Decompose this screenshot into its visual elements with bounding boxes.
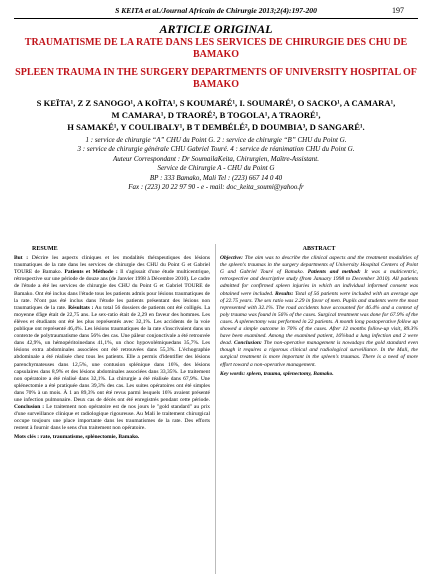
- affiliation-line: 1 : service de chirurgie “A” CHU du Point G. 2 : service de chirurgie “B” CHU du Point G.: [85, 136, 347, 144]
- article-type: ARTICLE ORIGINAL: [159, 22, 273, 36]
- title-french: TRAUMATISME DE LA RATE DANS LES SERVICES DE CHIRURGIE DES CHU DE BAMAKO: [24, 37, 408, 60]
- abstract-heading: ABSTRACT: [302, 246, 336, 252]
- resume-column: [14, 246, 210, 442]
- abstract-keywords-label: Key words:: [220, 370, 246, 377]
- abstract-objective-label: Objective:: [220, 255, 243, 262]
- resume-results: Au total 56 dossiers de patients ont été colligés. La moyenne d'âge était de 22,75 ans. Le sex-ratio était de 2,29 en faveur des hommes. Les élèves et étudiants ont été les plus représentés avec 32,1%. Les accidents de la voie publique ont représenté 46,4%. Les lésions traumatiques de la rate s'inscrivaient dans un contexte de polytraumatisme dans 56% des cas. Une pâleur conjonctivale a été retrouvée dans 42,9%, un hémopéritoinedans 41,1%, un choc hypovolémiquedans 35,7%. Les lésions extra abdominales associées ont été retrouvées dans 55,3%. L'échographie abdominale a été réalisée chez tous les patients. Elle a permis d'identifier des lésions parenchymateuses dans 12,5%, une contusion splénique dans 16%, des lésions capsulaires dans 8,9% et des lésions abdominales associées dans 33,35%. Le traitement non opératoire a été réalisé dans 32,1%. La chirurgie a été réalisée dans 67,9%. Une splénectomie a été pratiquée dans 39,3% des cas. Les suites opératoires ont été simples dans 70% à un mois. À 1 an 89,3% ont été revus parmi lesquels 16% avaient présenté une infection pulmonaire. Deux cas de décès ont été enregistrés pendant cette période.: [14, 304, 211, 403]
- resume-keywords-label: Mots clés :: [14, 434, 40, 441]
- authors: [14, 97, 418, 133]
- resume-conclusion-label: Conclusion :: [14, 404, 45, 411]
- abstract-results-label: Results:: [274, 290, 294, 297]
- authors-line: M CAMARA¹, D TRAORÉ², B TOGOLA¹, A TRAORÉ¹,: [111, 110, 321, 120]
- authors-line: S KEÏTA¹, Z Z SANOGO¹, A KOÏTA¹, S KOUMARÉ¹, I. SOUMARÉ¹, O SACKO¹, A CAMARA¹,: [36, 98, 396, 108]
- resume-body: [14, 255, 210, 432]
- authors-line: H SAMAKÉ¹, Y COULIBALY¹, B T DEMBÉLÉ², D DOUMBIA³, D SANGARÉ¹.: [67, 122, 365, 132]
- corresponding-author: Auteur Correspondant : Dr SoumailaKeita, Chirurgien, Maître-Assistant.: [113, 154, 319, 163]
- abstract-body: [220, 255, 418, 369]
- abstract-keywords: [220, 371, 418, 378]
- resume-but: Décrire les aspects cliniques et les modalités thérapeutiques des lésions traumatiques de la rate dans les services de chirurgie des CHU du Point G et Gabriel TOURE de Bamako.: [14, 255, 211, 276]
- article-header: [14, 22, 418, 192]
- resume-keywords-text: rate, traumatisme, splénectomie, Bamako.: [39, 434, 140, 441]
- resume-results-label: Résultats :: [68, 304, 94, 311]
- resume-but-label: But :: [14, 255, 29, 262]
- resume-conclusion: Le traitement non opératoire est de nos jours le "gold standard" au prix d'une surveillance clinique et radiologique rigoureuse. Au Mali le traitement chirurgical occupe toujours une place importante dans les traumatismes de la rate. Des efforts restent à fournir dans le sens d'un traitement non opératoire.: [14, 404, 210, 432]
- corresponding-contact: Fax : (223) 20 22 97 90 - e - mail: doc_keita_soumi@yahoo.fr: [128, 183, 304, 192]
- page-number: 197: [392, 6, 404, 15]
- journal-citation: S KEITA et al./Journal Africain de Chirurgie 2013;2(4):197-200: [115, 6, 317, 15]
- resume-heading: RESUME: [32, 246, 58, 252]
- affiliation-line: 3 : service de chirurgie générale CHU Gabriel Touré. 4 : service de réanimation CHU du Point G.: [77, 145, 355, 154]
- header-rule: [14, 18, 418, 19]
- abstract-conclusion-label: Conclusion:: [234, 340, 262, 347]
- abstract-column: [220, 246, 418, 378]
- abstract-patients: It was a multicentric, retrospective and descriptive study (from January 1998 to December 2010). All patients admitted for confirmed spleen injuries in which an individual informed consent was obtained were included.: [220, 269, 419, 297]
- corresponding-service: Service de Chirurgie A - CHU du Point G: [157, 164, 275, 173]
- abstract-results: Total of 56 patients were included with an average age of 22.75 years. The sex ratio was 2.29 in favor of men. Pupils and students were the most represented with 32.1%. The road accidents have accounted for 46.4% and a context of poly trauma was found in 56% of the cases. Surgical treatment was done for 67.9% of the cases. A splenectomy was performed in 22 patients. A month long postoperative follow up showed a simple outcome in 70% of the cases. After 12 months follow-up visit, 89.3% have been examined. Among the examined patient, 16%had a lung infection and 2 were dead.: [220, 290, 419, 347]
- abstract-keywords-text: spleen, trauma, splenectomy, Bamako.: [245, 370, 334, 377]
- title-english: SPLEEN TRAUMA IN THE SURGERY DEPARTMENTS OF UNIVERSITY HOSPITAL OF BAMAKO: [15, 67, 417, 90]
- column-divider: [215, 244, 216, 574]
- corresponding-address: BP : 333 Bamako, Mali Tel : (223) 667 14 0 40: [149, 173, 283, 182]
- resume-keywords: [14, 434, 210, 441]
- abstract-conclusion: The non-operative management is nowadays the gold standard even though it requires a rigorous clinical and radiological surveillance. In the Mali, the surgical treatment is more important in the spleen's traumas. There is a need of more effort toward a non-operative management.: [220, 340, 418, 368]
- abstract-patients-label: Patients and method:: [307, 269, 361, 276]
- resume-patients-label: Patients et Méthode :: [64, 269, 118, 276]
- abstract-objective: The aim was to describe the clinical aspects and the treatment modalities of the spleen's traumas in the surgery departments of University Hospital Centers of Point G and Gabriel Touré of Bamako.: [220, 255, 418, 276]
- resume-patients: Il s'agissait d'une étude multicentrique, rétrospective sur une période de douze ans (de Janvier 1998 à Décembre 2010). Le cadre de l'étude a été les services de chirurgie des CHU du Point G et Gabriel TOURE de Bamako. Ont été inclus dans l'étude tous les patients admis pour lésions traumatiques de la rate. N'ont pas été inclus dans l'étude les patients présentant des lésions non traumatiques de la rate.: [14, 269, 211, 311]
